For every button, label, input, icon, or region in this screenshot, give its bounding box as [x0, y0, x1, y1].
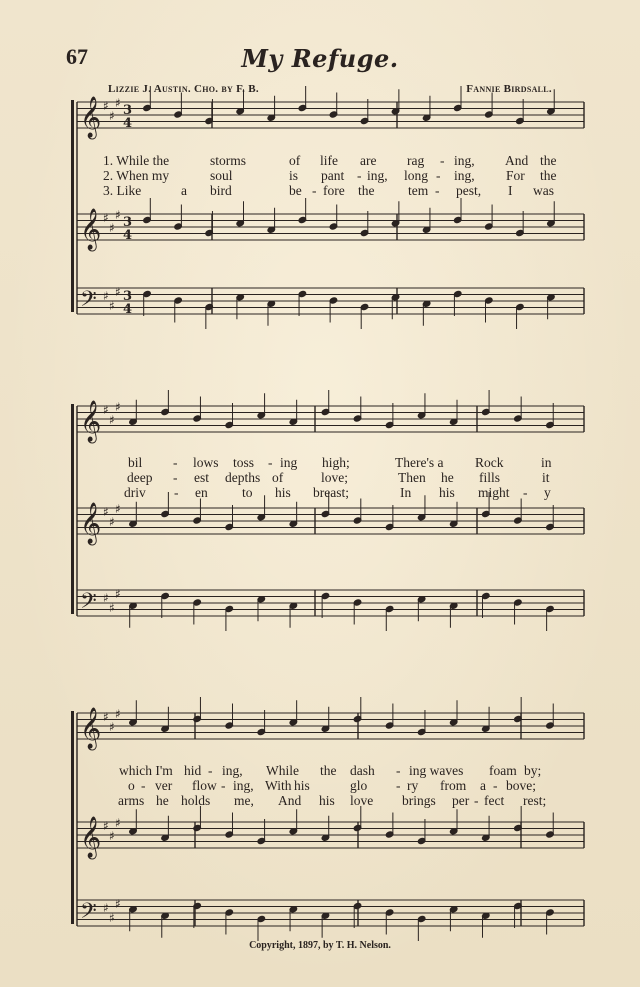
- time-signature-bottom: 4: [123, 302, 133, 317]
- time-signature-top: 3: [123, 215, 133, 230]
- sharp-icon: ♯: [115, 816, 121, 830]
- bass-clef-icon: 𝄢: [80, 287, 97, 317]
- lyric-syllable: glo: [350, 778, 368, 793]
- lyric-syllable: fect: [484, 793, 505, 808]
- lyric-syllable: long: [404, 168, 429, 183]
- treble-clef-icon: 𝄞: [80, 503, 102, 544]
- lyric-syllable: life: [320, 153, 338, 168]
- lyric-syllable: I: [508, 183, 513, 198]
- sharp-icon: ♯: [109, 515, 115, 529]
- lyric-syllable: his: [319, 793, 335, 808]
- lyric-syllable: fills: [479, 470, 501, 485]
- lyric-line-s1-v3: [0, 183, 640, 199]
- lyric-syllable: deep: [127, 470, 153, 485]
- lyric-syllable: a: [181, 183, 187, 198]
- lyric-syllable: -: [357, 168, 362, 183]
- lyric-syllable: -: [173, 470, 178, 485]
- system-bracket: [71, 711, 74, 924]
- lyric-syllable: soul: [210, 168, 233, 183]
- sharp-icon: ♯: [115, 707, 121, 721]
- lyric-syllable: from: [440, 778, 467, 793]
- lyric-syllable: it: [542, 470, 550, 485]
- lyric-syllable: For: [506, 168, 525, 183]
- lyric-syllable: -: [173, 455, 178, 470]
- lyric-syllable: ing waves: [409, 763, 464, 778]
- sharp-icon: ♯: [115, 96, 121, 110]
- lyric-syllable: of: [289, 153, 301, 168]
- sharp-icon: ♯: [103, 819, 109, 833]
- lyric-syllable: In: [400, 485, 412, 500]
- lyric-syllable: bird: [210, 183, 232, 198]
- treble-clef-icon: 𝄞: [80, 708, 102, 749]
- lyric-syllable: ry: [407, 778, 419, 793]
- time-signature-top: 3: [123, 289, 133, 304]
- lyric-syllable: he: [156, 793, 169, 808]
- lyric-syllable: -: [208, 763, 213, 778]
- lyric-syllable: is: [289, 168, 299, 183]
- lyric-line-s2-v3: [0, 485, 640, 501]
- sharp-icon: ♯: [109, 829, 115, 843]
- lyric-syllable: en: [195, 485, 208, 500]
- lyric-syllable: There's a: [395, 455, 444, 470]
- bass-clef-icon: 𝄢: [80, 589, 97, 619]
- treble-clef-icon: 𝄞: [80, 401, 102, 442]
- lyric-syllable: -: [221, 778, 226, 793]
- lyric-syllable: depths: [225, 470, 261, 485]
- page-number: 67: [66, 44, 88, 69]
- sharp-icon: ♯: [109, 720, 115, 734]
- lyric-syllable: lows: [193, 455, 219, 470]
- lyric-syllable: to: [242, 485, 253, 500]
- lyric-line-s1-v1: [0, 153, 640, 169]
- sharp-icon: ♯: [103, 289, 109, 303]
- lyric-syllable: -: [436, 168, 441, 183]
- sharp-icon: ♯: [103, 505, 109, 519]
- lyric-syllable: holds: [181, 793, 211, 808]
- sharp-icon: ♯: [115, 400, 121, 414]
- treble-clef-icon: 𝄞: [80, 209, 102, 250]
- lyric-syllable: flow: [192, 778, 217, 793]
- lyric-syllable: bove;: [506, 778, 536, 793]
- lyric-line-s3-v1: [0, 763, 640, 779]
- lyric-syllable: hid: [184, 763, 202, 778]
- lyric-syllable: rest;: [523, 793, 547, 808]
- lyric-syllable: love: [350, 793, 374, 808]
- lyric-syllable: the: [540, 153, 557, 168]
- lyric-syllable: pest,: [456, 183, 482, 198]
- lyric-syllable: ing,: [233, 778, 254, 793]
- lyric-syllable: the: [540, 168, 557, 183]
- lyric-syllable: -: [474, 793, 479, 808]
- time-signature-top: 3: [123, 103, 133, 118]
- lyric-syllable: Rock: [475, 455, 504, 470]
- sharp-icon: ♯: [109, 413, 115, 427]
- lyric-syllable: his: [275, 485, 291, 500]
- lyric-syllable: was: [533, 183, 554, 198]
- sharp-icon: ♯: [103, 211, 109, 225]
- treble-clef-icon: 𝄞: [80, 817, 102, 858]
- lyric-syllable: bil: [128, 455, 143, 470]
- sharp-icon: ♯: [109, 601, 115, 615]
- treble-clef-icon: 𝄞: [80, 97, 102, 138]
- lyric-syllable: by;: [524, 763, 542, 778]
- lyric-syllable: ing,: [222, 763, 243, 778]
- lyric-syllable: -: [523, 485, 528, 500]
- bass-clef-icon: 𝄢: [80, 899, 97, 929]
- lyric-syllable: his: [439, 485, 455, 500]
- sharp-icon: ♯: [115, 285, 121, 299]
- lyric-syllable: which I'm: [119, 763, 173, 778]
- lyric-syllable: -: [312, 183, 317, 198]
- lyric-syllable: foam: [489, 763, 517, 778]
- lyric-syllable: est: [194, 470, 209, 485]
- lyric-syllable: And: [505, 153, 529, 168]
- sharp-icon: ♯: [109, 109, 115, 123]
- lyric-syllable: in: [541, 455, 552, 470]
- sharp-icon: ♯: [103, 901, 109, 915]
- sharp-icon: ♯: [115, 502, 121, 516]
- sharp-icon: ♯: [103, 403, 109, 417]
- lyricist-credit: Lizzie J. Austin. Cho. by F. B.: [108, 83, 259, 95]
- sharp-icon: ♯: [103, 710, 109, 724]
- lyric-syllable: -: [141, 778, 146, 793]
- system-bracket: [71, 404, 74, 614]
- lyric-syllable: With: [265, 778, 292, 793]
- lyric-syllable: Then: [398, 470, 426, 485]
- lyric-syllable: rag: [407, 153, 425, 168]
- lyric-syllable: ing: [280, 455, 298, 470]
- lyric-syllable: storms: [210, 153, 247, 168]
- lyric-syllable: might: [478, 485, 510, 500]
- lyric-syllable: -: [396, 763, 401, 778]
- lyric-syllable: ing,: [454, 168, 475, 183]
- lyric-syllable: -: [268, 455, 273, 470]
- lyric-syllable: pant: [321, 168, 345, 183]
- lyric-syllable: brings: [402, 793, 436, 808]
- lyric-syllable: -: [440, 153, 445, 168]
- lyric-syllable: driv: [124, 485, 146, 500]
- lyric-syllable: me,: [234, 793, 254, 808]
- sharp-icon: ♯: [103, 99, 109, 113]
- lyric-syllable: ing,: [454, 153, 475, 168]
- copyright-notice: Copyright, 1897, by T. H. Nelson.: [249, 940, 391, 951]
- sharp-icon: ♯: [115, 208, 121, 222]
- sharp-icon: ♯: [109, 221, 115, 235]
- lyric-syllable: -: [174, 485, 179, 500]
- lyric-syllable: toss: [233, 455, 255, 470]
- lyric-syllable: be: [289, 183, 302, 198]
- lyric-syllable: the: [358, 183, 375, 198]
- lyric-syllable: love;: [321, 470, 348, 485]
- lyric-syllable: per: [452, 793, 470, 808]
- lyric-syllable: arms: [118, 793, 145, 808]
- system-bracket: [71, 100, 74, 312]
- lyric-line-s3-v3: [0, 793, 640, 809]
- lyric-syllable: -: [396, 778, 401, 793]
- sharp-icon: ♯: [109, 299, 115, 313]
- lyric-syllable: tem: [408, 183, 429, 198]
- time-signature-bottom: 4: [123, 228, 133, 243]
- lyric-syllable: ver: [155, 778, 173, 793]
- sharp-icon: ♯: [109, 911, 115, 925]
- sharp-icon: ♯: [115, 587, 121, 601]
- lyric-line-s1-v2: [0, 168, 640, 184]
- lyric-syllable: -: [435, 183, 440, 198]
- time-signature-bottom: 4: [123, 116, 133, 131]
- lyric-syllable: his: [294, 778, 310, 793]
- lyric-syllable: dash: [350, 763, 375, 778]
- lyric-syllable: And: [278, 793, 302, 808]
- lyric-syllable: the: [320, 763, 337, 778]
- hymn-title: My Refuge.: [241, 44, 399, 73]
- lyric-syllable: are: [360, 153, 377, 168]
- sharp-icon: ♯: [103, 591, 109, 605]
- lyric-syllable: ing,: [367, 168, 388, 183]
- lyric-syllable: he: [441, 470, 454, 485]
- lyric-syllable: 2. When my: [103, 168, 170, 183]
- lyric-line-s2-v2: [0, 470, 640, 486]
- lyric-syllable: While: [266, 763, 299, 778]
- lyric-line-s2-v1: [0, 455, 640, 471]
- lyric-syllable: 3. Like: [103, 183, 142, 198]
- lyric-syllable: fore: [323, 183, 345, 198]
- lyric-syllable: of: [272, 470, 284, 485]
- lyric-syllable: y: [544, 485, 551, 500]
- lyric-syllable: a: [480, 778, 486, 793]
- lyric-line-s3-v2: [0, 778, 640, 794]
- lyric-syllable: o: [128, 778, 135, 793]
- lyric-syllable: high;: [322, 455, 350, 470]
- composer-credit: Fannie Birdsall.: [466, 83, 552, 95]
- lyric-syllable: -: [493, 778, 498, 793]
- lyric-syllable: 1. While the: [103, 153, 170, 168]
- lyric-syllable: breast;: [313, 485, 349, 500]
- sharp-icon: ♯: [115, 897, 121, 911]
